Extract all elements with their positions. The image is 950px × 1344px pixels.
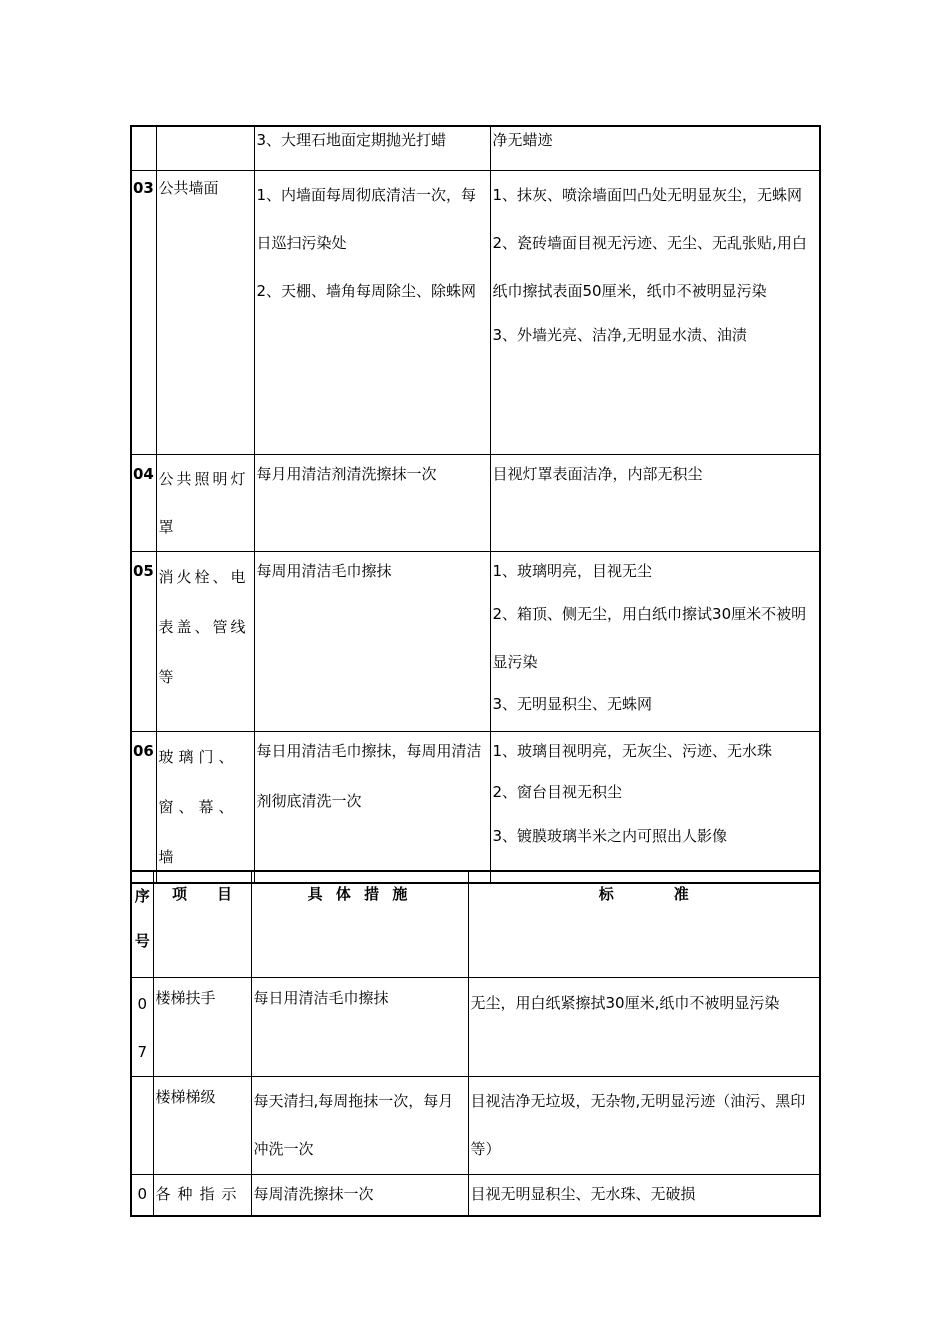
row-number: 07 bbox=[131, 977, 153, 1076]
table-row bbox=[131, 126, 820, 170]
standard-line: 1、抹灰、喷涂墙面凹凸处无明显灰尘，无蛛网 bbox=[492, 185, 803, 204]
header-number: 序号 bbox=[131, 871, 153, 977]
item-name: 楼梯梯级 bbox=[153, 1076, 251, 1174]
measure-line: 1、内墙面每周彻底清洁一次，每日巡扫污染处 bbox=[256, 185, 477, 252]
measure-line: 每周用清洁毛巾擦抹 bbox=[256, 561, 392, 580]
item-name: 公共墙面 bbox=[156, 170, 254, 454]
row-number: 03 bbox=[131, 170, 156, 454]
standard-line: 3、无明显积尘、无蛛网 bbox=[492, 694, 653, 713]
measure-line: 每日用清洁毛巾擦抹，每周用清洁剂彻底清洗一次 bbox=[256, 741, 482, 810]
standard-cell: 目视洁净无垃圾，无杂物,无明显污迹（油污、黑印等） bbox=[468, 1076, 820, 1174]
measure-line: 每月用清洁剂清洗擦抹一次 bbox=[256, 464, 437, 483]
row-number bbox=[131, 1076, 153, 1174]
standard-cell bbox=[490, 126, 820, 170]
row-number: 0 bbox=[131, 1174, 153, 1216]
standard-line: 1、玻璃明亮，目视无尘 bbox=[492, 561, 653, 580]
measure-cell bbox=[254, 170, 490, 454]
item-name: 消火栓、电表盖、管线等 bbox=[156, 551, 254, 731]
standard-line: 3、外墙光亮、洁净,无明显水渍、油渍 bbox=[492, 325, 747, 344]
standard-cell bbox=[490, 551, 820, 731]
standard-cell bbox=[490, 731, 820, 883]
cleaning-standards-table-2 bbox=[130, 870, 821, 1217]
standard-cell: 无尘，用白纸紧擦拭30厘米,纸巾不被明显污染 bbox=[468, 977, 820, 1076]
table-row bbox=[131, 454, 820, 551]
cleaning-standards-table-1 bbox=[130, 125, 821, 884]
measure-cell bbox=[254, 126, 490, 170]
standard-line: 目视灯罩表面洁净，内部无积尘 bbox=[492, 464, 703, 483]
measure-line: 3、大理石地面定期抛光打蜡 bbox=[256, 131, 447, 149]
header-measure: 具 体 措 施 bbox=[251, 871, 468, 977]
item-name: 各种指示 bbox=[153, 1174, 251, 1216]
table-row bbox=[131, 1174, 820, 1216]
standard-line: 3、镀膜玻璃半米之内可照出人影像 bbox=[492, 826, 728, 845]
standard-line: 2、瓷砖墙面目视无污迹、无尘、无乱张贴,用白纸巾擦拭表面50厘米，纸巾不被明显污染 bbox=[492, 233, 807, 300]
measure-cell bbox=[254, 551, 490, 731]
item-name: 楼梯扶手 bbox=[153, 977, 251, 1076]
measure-cell bbox=[254, 731, 490, 883]
table-row bbox=[131, 977, 820, 1076]
row-number bbox=[131, 126, 156, 170]
item-name bbox=[156, 126, 254, 170]
item-name: 公共照明灯罩 bbox=[156, 454, 254, 551]
table-header-row bbox=[131, 871, 820, 977]
row-number: 06 bbox=[131, 731, 156, 883]
header-item: 项 目 bbox=[153, 871, 251, 977]
measure-cell: 每天清扫,每周拖抹一次，每月冲洗一次 bbox=[251, 1076, 468, 1174]
measure-line: 2、天棚、墙角每周除尘、除蛛网 bbox=[256, 281, 477, 300]
row-number: 04 bbox=[131, 454, 156, 551]
standard-line: 净无蜡迹 bbox=[492, 131, 553, 149]
table-row bbox=[131, 731, 820, 883]
table-row bbox=[131, 551, 820, 731]
header-standard: 标 准 bbox=[468, 871, 820, 977]
measure-cell: 每日用清洁毛巾擦抹 bbox=[251, 977, 468, 1076]
measure-cell: 每周清洗擦抹一次 bbox=[251, 1174, 468, 1216]
standard-cell: 目视无明显积尘、无水珠、无破损 bbox=[468, 1174, 820, 1216]
standard-cell bbox=[490, 170, 820, 454]
standard-cell bbox=[490, 454, 820, 551]
standard-line: 2、箱顶、侧无尘，用白纸巾擦试30厘米不被明显污染 bbox=[492, 604, 807, 671]
item-name: 玻璃门、窗、幕、墙 bbox=[156, 731, 254, 883]
measure-cell bbox=[254, 454, 490, 551]
standard-line: 1、玻璃目视明亮，无灰尘、污迹、无水珠 bbox=[492, 741, 773, 760]
standard-line: 2、窗台目视无积尘 bbox=[492, 782, 623, 801]
table-row bbox=[131, 1076, 820, 1174]
table-row bbox=[131, 170, 820, 454]
row-number: 05 bbox=[131, 551, 156, 731]
